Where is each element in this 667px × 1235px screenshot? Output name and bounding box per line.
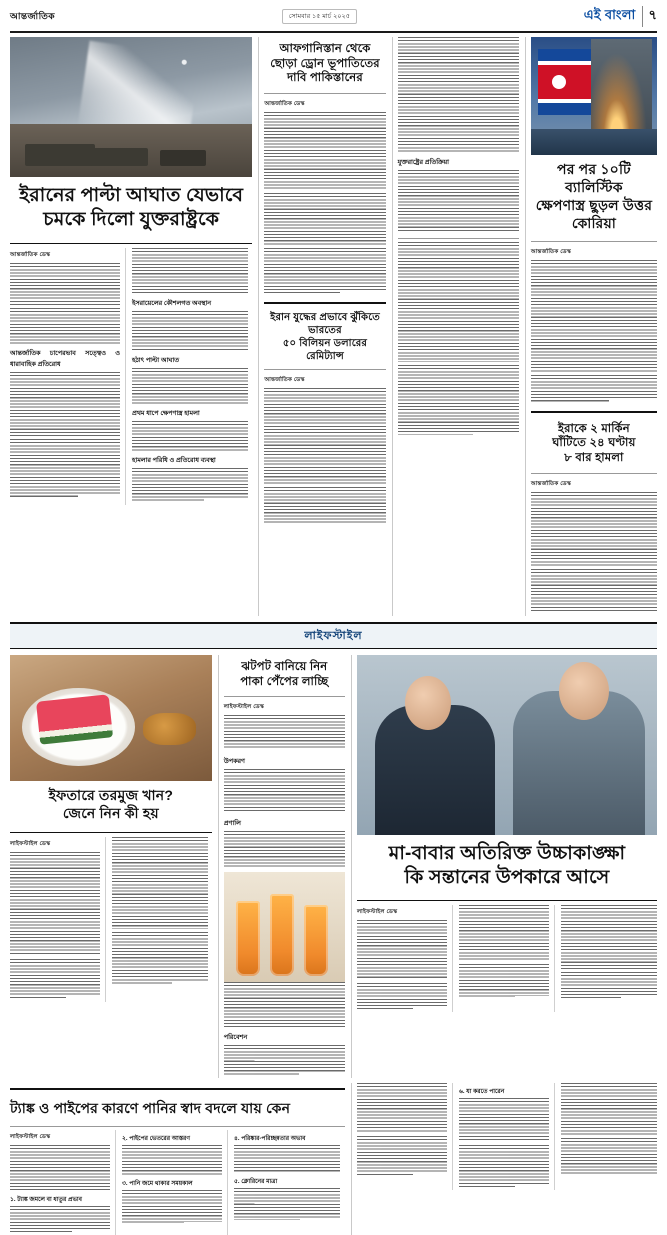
lead-byline: আন্তর্জাতিক ডেস্ক [10, 251, 51, 258]
missile-launch-photo [10, 37, 252, 177]
melon-headline-line2: জেনে নিন কী হয় [62, 804, 159, 821]
korea-headline-line1: পর পর ১০টি ব্যালিস্টিক [556, 161, 631, 195]
water-point-2: ২. পাইপের ভেতরের আস্তরণ [122, 1136, 190, 1143]
water-cont-col2 [459, 1098, 549, 1187]
section-label: আন্তর্জাতিক [10, 11, 55, 21]
lifestyle-section [10, 655, 657, 1078]
papaya-ingredients-label: উপকরণ [223, 758, 245, 766]
lifestyle-section-band [10, 622, 657, 649]
papaya-subhead-serve: পরিবেশন [223, 1034, 248, 1042]
watermelon-iftar-plate-photo [10, 655, 212, 781]
water-body-col2 [122, 1145, 222, 1175]
lifestyle-band-label: লাইফস্টাইল [304, 629, 363, 642]
afghan-body-continued [398, 37, 519, 235]
lead-headline [10, 184, 252, 233]
lead-body-col1 [10, 263, 120, 497]
iraq-headline-line3: ৮ বার হামলা [564, 452, 624, 465]
story-afghan-drone [258, 37, 385, 616]
story-afghan-continued [392, 37, 519, 616]
lead-subhead-6: যুক্তরাষ্ট্রের প্রতিক্রিয়া [397, 159, 449, 166]
melon-body-col2 [112, 837, 208, 984]
papaya-lassi-glasses-photo [224, 872, 345, 982]
masthead-brand-group [584, 6, 657, 27]
korea-byline: আন্তর্জাতিক ডেস্ক [530, 248, 572, 255]
story-parents-ambition [351, 655, 657, 1078]
india-byline: আন্তর্জাতিক ডেস্ক [264, 377, 305, 384]
papaya-body-after-photo [224, 982, 345, 1078]
newspaper-logo: এই বাংলা [583, 7, 636, 22]
melon-headline-line1: ইফতারে তরমুজ খান? [48, 786, 174, 803]
iraq-headline [531, 422, 657, 466]
water-byline: লাইফস্টাইল ডেস্ক [10, 1134, 51, 1141]
story-north-korea [525, 37, 657, 616]
melon-byline: লাইফস্টাইল ডেস্ক [10, 840, 51, 847]
iraq-headline-line1: ইরাকে ২ মার্কিন [557, 422, 630, 435]
papaya-headline-line2: পাকা পেঁপের লাচ্ছি [240, 675, 329, 688]
water-cont-col3 [561, 1083, 657, 1176]
lead-subhead-1: আন্তর্জাতিক চাপেরভাব সত্ত্বেও ও ধারাবাহিক প্রতিরোধ [10, 349, 120, 368]
father-and-son-conversation-photo [357, 655, 657, 835]
parents-headline-line2: কি সন্তানের উপকারে আসে [404, 867, 610, 889]
korea-headline [531, 161, 657, 233]
afghan-headline: আফগানিস্তান থেকে ছোড়া ড্রোন ভূপাতিতের দাবি পাকিস্তানের [270, 43, 380, 85]
lead-subhead-3: হঠাৎ পাল্টা আঘাত [132, 356, 179, 364]
masthead [10, 6, 657, 33]
parents-headline [357, 842, 657, 891]
papaya-intro-body [224, 715, 345, 752]
water-taste-section [10, 1083, 657, 1235]
india-remittance-headline [264, 312, 385, 363]
water-point-4: ৪. পরিষ্কার-পরিচ্ছন্নতার অভাব [234, 1136, 306, 1143]
parents-body-col2 [459, 905, 549, 998]
water-cont-col1 [357, 1083, 447, 1176]
water-taste-continued [351, 1083, 657, 1235]
papaya-headline-line1: ঝটপট বানিয়ে নিন [241, 660, 328, 673]
story-watermelon [10, 655, 212, 1078]
parents-body-col3 [561, 905, 657, 998]
lead-headline-line1: ইরানের পাল্টা আঘাত যেভাবে [19, 185, 244, 206]
afghan-byline: আন্তর্জাতিক ডেস্ক [264, 101, 305, 108]
page-number: ৭ [642, 6, 657, 27]
melon-headline [10, 787, 212, 823]
water-body-col1 [10, 1145, 110, 1191]
afghan-body [264, 112, 385, 297]
lead-subhead-5: হামলার পরিধি ও প্রতিরোধ ব্যবস্থা [132, 456, 216, 464]
water-body-col3 [234, 1145, 340, 1173]
water-point-5: ৫. ক্লোরিনের মাত্রা [234, 1179, 278, 1186]
parents-body-col1 [357, 920, 447, 1009]
lead-body-col2 [132, 248, 248, 502]
water-point-3: ৩. পানি জমে থাকার সময়কাল [122, 1181, 193, 1188]
iraq-body [531, 492, 657, 616]
india-headline-line2: ৫০ বিলিয়ন ডলারের রেমিট্যান্স [282, 337, 368, 362]
papaya-method-label: প্রণালি [223, 820, 241, 828]
story-water-taste [10, 1083, 345, 1235]
iraq-byline: আন্তর্জাতিক ডেস্ক [530, 480, 572, 487]
papaya-headline [224, 660, 345, 689]
india-headline-line1: ইরান যুদ্ধের প্রভাবে ঝুঁকিতে ভারতের [270, 312, 380, 336]
date-line: সোমবার ১৫ মার্চ ২০২৫ [282, 9, 357, 24]
water-headline: ট্যাঙ্ক ও পাইপের কারণে পানির স্বাদ বদলে যায় কেন [10, 1100, 291, 1117]
india-body-col2 [398, 242, 519, 438]
water-point-1: ১. ট্যাঙ্ক জমলে বা ধাতুর প্রভাব [10, 1197, 82, 1204]
lead-subhead-2: ইসরায়েলের কৌশলগত অবস্থান [132, 299, 212, 307]
story-papaya-lassi [218, 655, 345, 1078]
india-body-col1 [264, 388, 385, 528]
lead-subhead-4: প্রথম ধাপে ক্ষেপণাস্ত্র হামলা [132, 409, 200, 417]
water-point-6: ৬. যা করতে পারেন [459, 1089, 505, 1096]
lead-headline-line2: চমকে দিলো যুক্তরাষ্ট্রকে [43, 209, 220, 231]
parents-headline-line1: মা-বাবার অতিরিক্ত উচ্চাকাঙ্ক্ষা [388, 842, 626, 864]
melon-body-col1 [10, 852, 100, 999]
papaya-ingredients-body [224, 769, 345, 814]
papaya-method-body [224, 831, 345, 872]
iraq-headline-line2: ঘাঁটিতে ২৪ ঘণ্টায় [552, 437, 636, 450]
korea-body [531, 260, 657, 406]
parents-byline: লাইফস্টাইল ডেস্ক [357, 909, 398, 916]
papaya-byline: লাইফস্টাইল ডেস্ক [223, 704, 265, 711]
korea-headline-line2: ক্ষেপণাস্ত্র ছুড়ল উত্তর কোরিয়া [535, 196, 653, 231]
lead-story [10, 37, 252, 616]
north-korea-flag-missile-photo [531, 37, 657, 155]
international-section [10, 37, 657, 616]
